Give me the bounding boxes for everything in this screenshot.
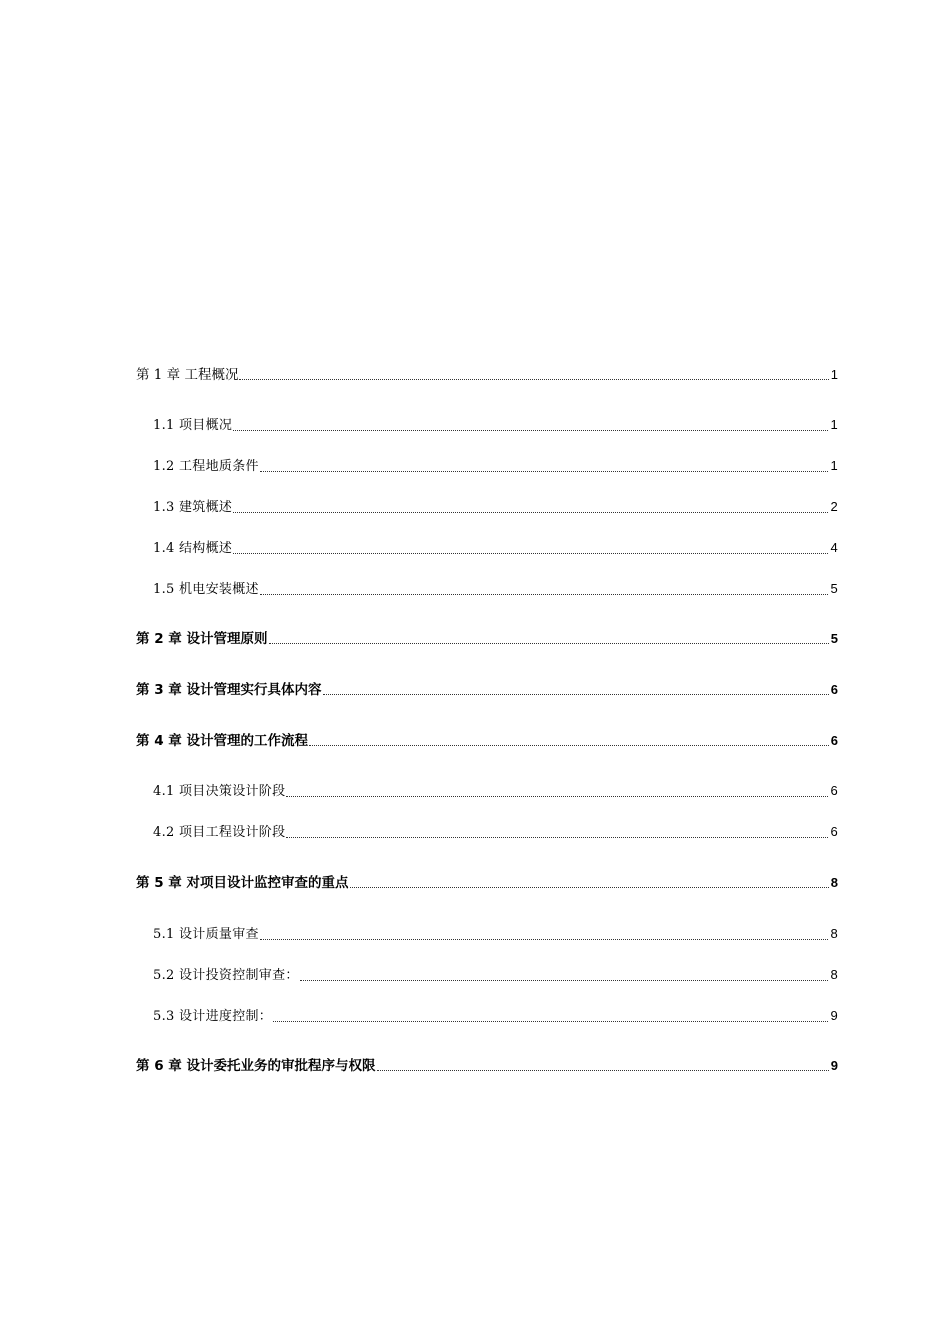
toc-dot-leader xyxy=(350,887,829,888)
toc-page-number: 1 xyxy=(830,417,838,432)
toc-entry-section-1-4[interactable] xyxy=(153,539,838,558)
toc-entry-title: 1.5 机电安装概述 xyxy=(153,582,259,597)
toc-page-number: 9 xyxy=(830,1058,838,1073)
toc-page-number: 8 xyxy=(830,875,838,890)
toc-entry-title: 第 2 章 设计管理原则 xyxy=(136,631,268,647)
toc-entry-title: 第 6 章 设计委托业务的审批程序与权限 xyxy=(136,1058,376,1074)
toc-dot-leader xyxy=(233,512,828,513)
toc-entry-section-1-1[interactable] xyxy=(153,416,838,435)
toc-entry-section-5-3[interactable] xyxy=(153,1007,838,1026)
toc-entry-section-1-5[interactable] xyxy=(153,580,838,599)
toc-entry-title: 1.1 项目概况 xyxy=(153,418,233,433)
toc-entry-title: 4.2 项目工程设计阶段 xyxy=(153,825,286,840)
toc-entry-chapter-1[interactable] xyxy=(136,366,838,384)
toc-page-number: 4 xyxy=(830,540,838,555)
toc-dot-leader xyxy=(323,694,829,695)
toc-entry-section-4-2[interactable] xyxy=(153,823,838,842)
toc-entry-title: 第 4 章 设计管理的工作流程 xyxy=(136,733,308,749)
toc-dot-leader xyxy=(286,837,828,838)
toc-page-number: 9 xyxy=(830,1008,838,1023)
toc-entry-chapter-6[interactable] xyxy=(136,1057,838,1075)
toc-entry-title: 5.1 设计质量审查 xyxy=(153,927,259,942)
toc-dot-leader xyxy=(260,939,829,940)
toc-dot-leader xyxy=(309,745,829,746)
toc-page-number: 1 xyxy=(830,367,838,382)
toc-dot-leader xyxy=(273,1021,828,1022)
toc-entry-title: 1.4 结构概述 xyxy=(153,541,233,556)
toc-page-number: 2 xyxy=(830,499,838,514)
toc-entry-title: 4.1 项目决策设计阶段 xyxy=(153,784,286,799)
toc-page-number: 6 xyxy=(830,682,838,697)
toc-page-number: 5 xyxy=(830,581,838,596)
toc-dot-leader xyxy=(260,594,829,595)
toc-entry-chapter-4[interactable] xyxy=(136,732,838,750)
toc-entry-chapter-3[interactable] xyxy=(136,681,838,699)
toc-entry-section-4-1[interactable] xyxy=(153,782,838,801)
toc-dot-leader xyxy=(239,379,828,380)
toc-page-number: 8 xyxy=(830,926,838,941)
toc-dot-leader xyxy=(286,796,828,797)
toc-entry-title: 第 5 章 对项目设计监控审查的重点 xyxy=(136,875,349,891)
toc-entry-title: 5.3 设计进度控制： xyxy=(153,1009,273,1024)
toc-dot-leader xyxy=(300,980,829,981)
toc-entry-title: 1.2 工程地质条件 xyxy=(153,459,259,474)
toc-page-number: 1 xyxy=(830,458,838,473)
toc-dot-leader xyxy=(260,471,829,472)
toc-entry-title: 第 3 章 设计管理实行具体内容 xyxy=(136,682,322,698)
table-of-contents xyxy=(136,0,838,1344)
toc-entry-section-5-1[interactable] xyxy=(153,925,838,944)
toc-entry-section-1-3[interactable] xyxy=(153,498,838,517)
toc-dot-leader xyxy=(233,430,828,431)
toc-entry-chapter-5[interactable] xyxy=(136,874,838,892)
toc-entry-section-1-2[interactable] xyxy=(153,457,838,476)
toc-page-number: 6 xyxy=(830,824,838,839)
toc-page-number: 8 xyxy=(830,967,838,982)
toc-page-number: 6 xyxy=(830,783,838,798)
toc-entry-chapter-2[interactable] xyxy=(136,630,838,648)
toc-dot-leader xyxy=(377,1070,829,1071)
toc-entry-title: 5.2 设计投资控制审查： xyxy=(153,968,299,983)
toc-page-number: 6 xyxy=(830,733,838,748)
toc-entry-section-5-2[interactable] xyxy=(153,966,838,985)
toc-entry-title: 第 1 章 工程概况 xyxy=(136,367,239,383)
toc-dot-leader xyxy=(233,553,828,554)
toc-entry-title: 1.3 建筑概述 xyxy=(153,500,233,515)
toc-page-number: 5 xyxy=(830,631,838,646)
toc-dot-leader xyxy=(269,643,829,644)
